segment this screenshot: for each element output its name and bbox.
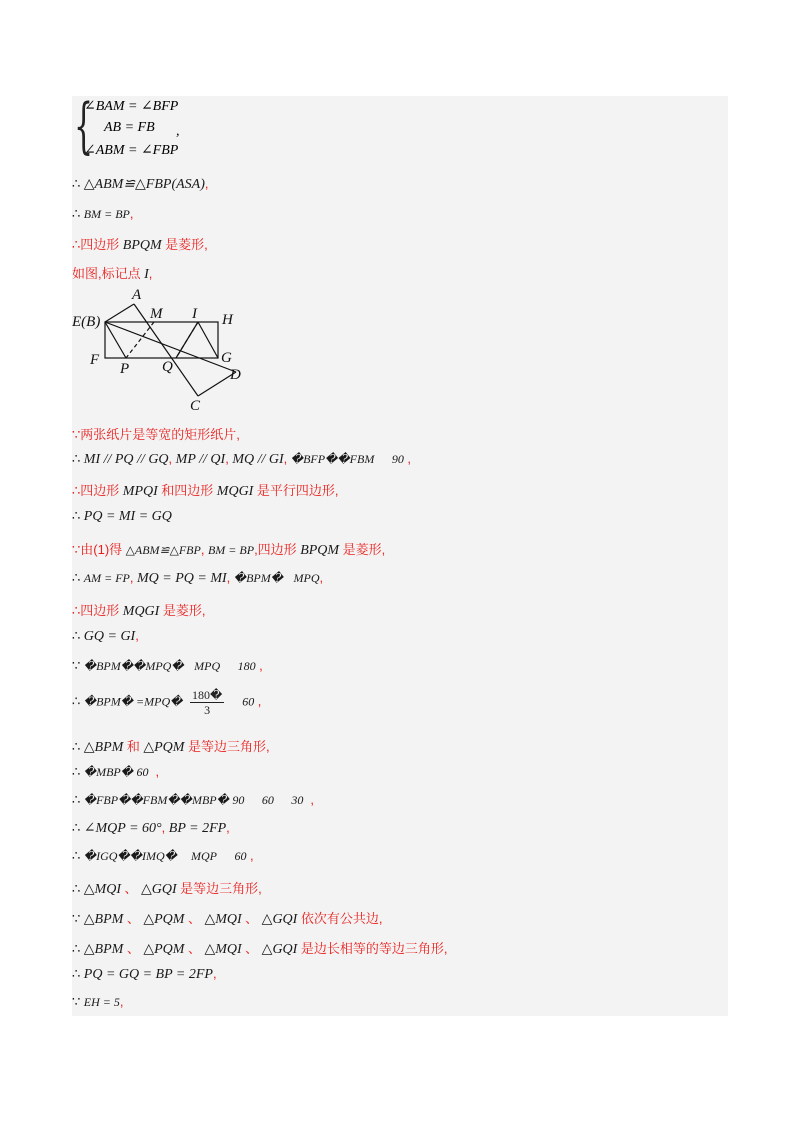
line-8: ∴ PQ = MI = GQ [72,508,172,524]
line-14: ∴ �BPM� =MPQ� $\frac{180�}{3}$ 60 , [72,688,262,717]
line-16: ∴ �MBP� 60 , [72,764,160,779]
line-AE [105,304,134,322]
line-17: ∴ �FBP��FBM��MBP� 90 60 30 , [72,792,315,807]
label-Q: Q [162,359,173,375]
line-9: ∵由(1)得 △ABM≌△FBP, BM = BP,四边形 BPQM 是菱形, [72,542,386,558]
line-IG [198,322,218,358]
label-H: H [222,312,233,328]
line-1: ∴ △ABM≌△FBP(ASA), [72,176,209,192]
label-G: G [221,350,232,366]
label-P: P [120,361,130,377]
label-C: C [190,398,201,414]
line-EP [105,322,126,358]
equation-2: AB = FB [104,120,155,135]
line-23: ∴ PQ = GQ = BP = 2FP, [72,966,217,982]
line-7: ∴四边形 MPQI 和四边形 MQGI 是平行四边形, [72,483,339,499]
line-4: 如图,标记点 I, [72,266,153,282]
label-A: A [132,287,142,303]
geometry-figure [70,284,260,414]
line-5: ∵两张纸片是等宽的矩形纸片, [72,427,240,442]
equation-3: ∠ABM = ∠FBP [84,143,179,158]
left-brace: { [74,91,94,161]
line-11: ∴四边形 MQGI 是菱形, [72,603,206,619]
line-18: ∴ ∠MQP = 60°, BP = 2FP, [72,820,230,836]
line-19: ∴ �IGQ��IMQ� MQP 60 , [72,848,254,863]
equation-separator: , [176,124,180,139]
fraction-180-over-3: $\frac{180�}{3}$ [191,688,223,717]
equation-1: ∠BAM = ∠BFP [84,99,179,114]
label-EB: E(B) [72,314,101,330]
line-15: ∴ △BPM 和 △PQM 是等边三角形, [72,739,270,755]
line-3: ∴四边形 BPQM 是菱形, [72,237,208,253]
line-24: ∵ EH = 5, [72,994,124,1009]
line-21: ∵ △BPM 、 △PQM 、 △MQI 、 △GQI 依次有公共边, [72,911,383,927]
line-2: ∴ BM = BP, [72,206,134,221]
line-AC [134,304,198,396]
line-10: ∴ AM = FP, MQ = PQ = MI, �BPM� MPQ, [72,570,324,586]
line-20: ∴ △MQI 、 △GQI 是等边三角形, [72,881,262,897]
label-F: F [90,352,100,368]
label-I: I [192,306,197,322]
line-12: ∴ GQ = GI, [72,628,139,644]
label-M: M [150,306,163,322]
line-6: ∴ MI // PQ // GQ, MP // QI, MQ // GI, �BFP��FBM 90 , [72,451,411,467]
line-22: ∴ △BPM 、 △PQM 、 △MQI 、 △GQI 是边长相等的等边三角形, [72,941,448,957]
line-13: ∵ �BPM��MPQ� MPQ 180 , [72,658,263,673]
equation-system [72,91,212,162]
label-D: D [230,367,241,383]
